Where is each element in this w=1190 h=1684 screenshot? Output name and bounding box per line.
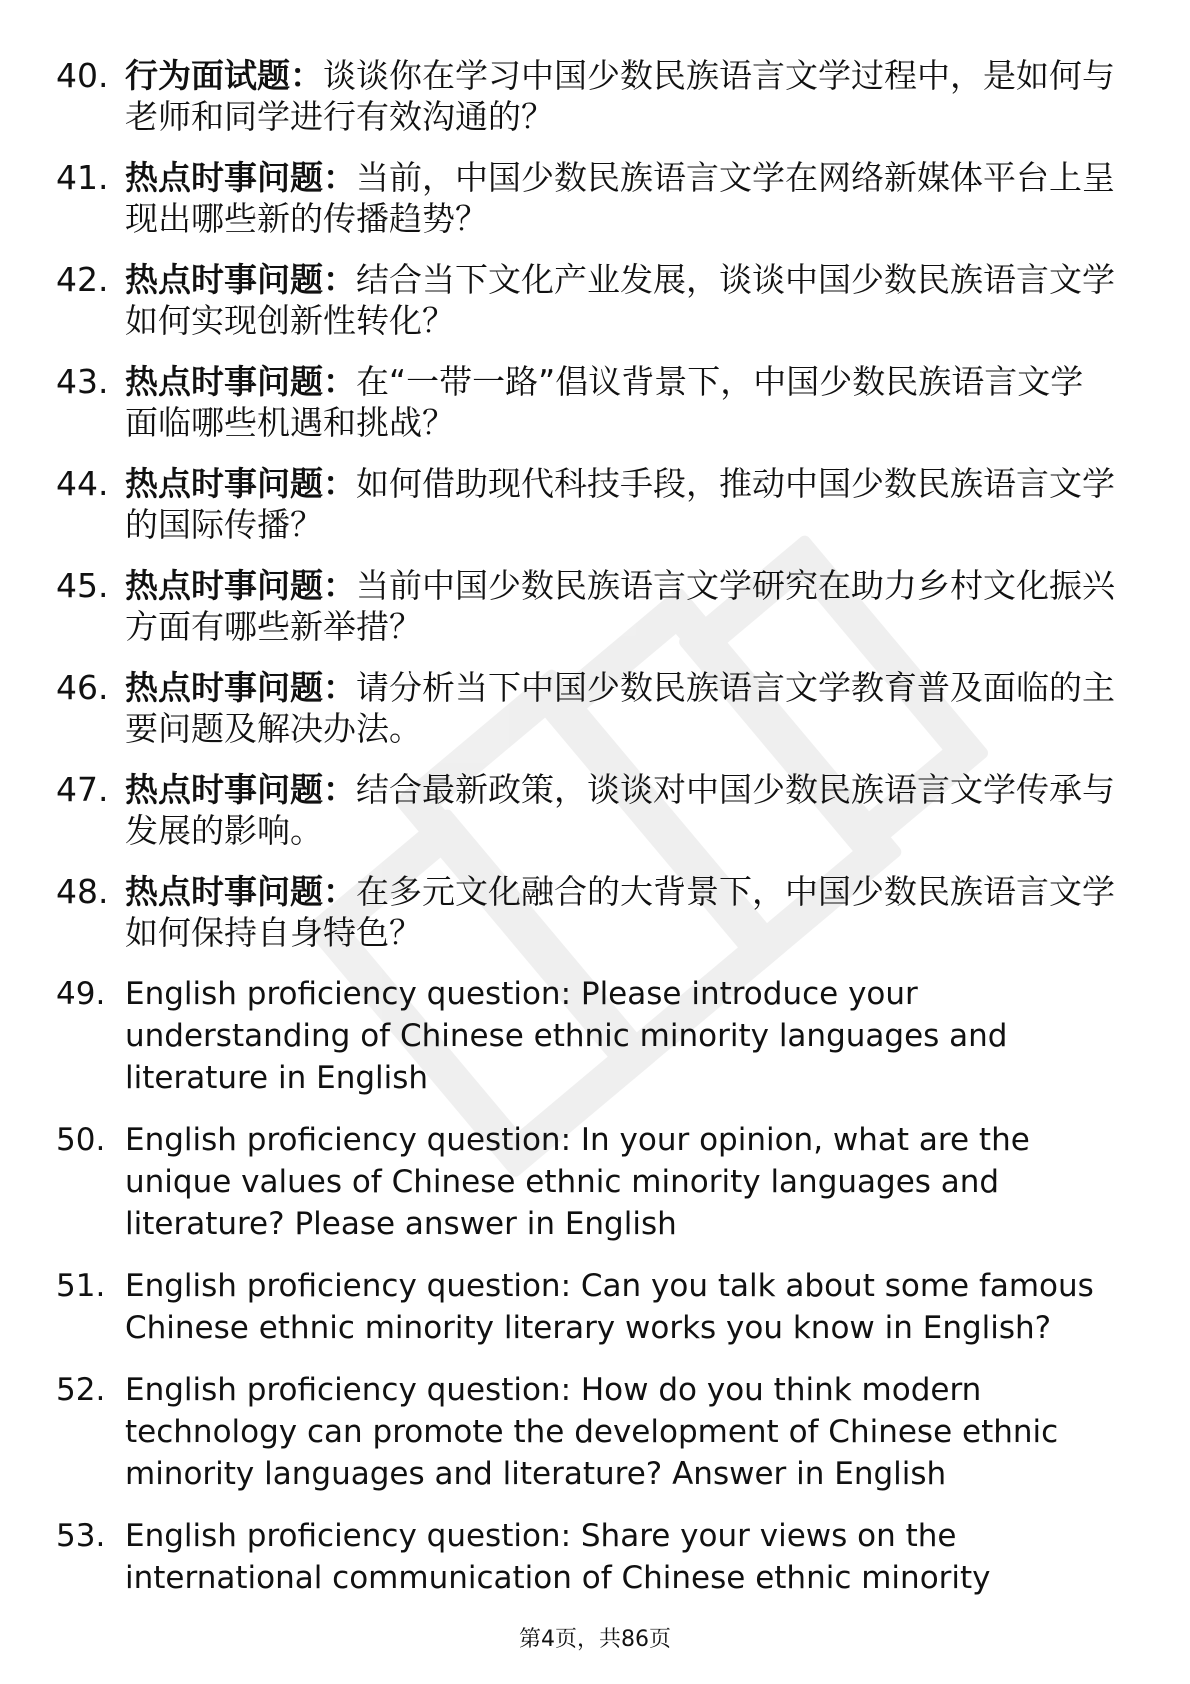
list-item xyxy=(56,55,1116,137)
question-text xyxy=(125,55,1116,137)
question-number: 53. xyxy=(56,1518,106,1554)
question-text: English proficiency question: How do you think modern technology can promote the development of Chinese ethnic minority languages and literature? Answer in English xyxy=(125,1372,1059,1492)
list-item xyxy=(56,1265,1116,1349)
question-body: 当前中国少数民族语言文学研究在助力乡村文化振兴方面有哪些新举措？ xyxy=(125,566,1115,646)
list-item xyxy=(56,259,1116,341)
question-text: English proficiency question: In your opinion, what are the unique values of Chinese ethnic minority languages and literature? Please answer in English xyxy=(125,1122,1030,1242)
question-text xyxy=(125,361,1116,443)
list-item xyxy=(56,1515,1116,1599)
list-item xyxy=(56,973,1116,1099)
question-number: 41. xyxy=(56,158,109,197)
question-number: 48. xyxy=(56,872,109,911)
list-item xyxy=(56,1119,1116,1245)
question-text: English proficiency question: Share your views on the international communication of Chinese ethnic minority xyxy=(125,1518,991,1596)
question-text xyxy=(125,157,1116,239)
question-category: 热点时事问题： xyxy=(125,566,356,605)
list-item xyxy=(56,769,1116,851)
question-text xyxy=(125,667,1116,749)
question-text xyxy=(125,565,1116,647)
list-item xyxy=(56,667,1116,749)
list-item xyxy=(56,565,1116,647)
question-number: 50. xyxy=(56,1122,106,1158)
question-list xyxy=(56,55,1116,1619)
question-body: 在“一带一路”倡议背景下，中国少数民族语言文学面临哪些机遇和挑战？ xyxy=(125,362,1084,442)
list-item xyxy=(56,871,1116,953)
question-category: 热点时事问题： xyxy=(125,362,356,401)
question-number: 47. xyxy=(56,770,109,809)
question-number: 42. xyxy=(56,260,109,299)
question-number: 46. xyxy=(56,668,109,707)
question-category: 热点时事问题： xyxy=(125,770,356,809)
question-number: 40. xyxy=(56,56,109,95)
question-body: 在多元文化融合的大背景下，中国少数民族语言文学如何保持自身特色？ xyxy=(125,872,1115,952)
question-category: 热点时事问题： xyxy=(125,668,356,707)
question-number: 52. xyxy=(56,1372,106,1408)
question-text xyxy=(125,463,1116,545)
list-item xyxy=(56,463,1116,545)
question-body: 结合最新政策，谈谈对中国少数民族语言文学传承与发展的影响。 xyxy=(125,770,1115,850)
question-number: 51. xyxy=(56,1268,106,1304)
question-body: 请分析当下中国少数民族语言文学教育普及面临的主要问题及解决办法。 xyxy=(125,668,1115,748)
question-number: 43. xyxy=(56,362,109,401)
question-category: 热点时事问题： xyxy=(125,464,356,503)
question-category: 热点时事问题： xyxy=(125,872,356,911)
question-text xyxy=(125,259,1116,341)
list-item xyxy=(56,361,1116,443)
question-number: 49. xyxy=(56,976,106,1012)
page-number: 第4页，共86页 xyxy=(519,1627,671,1652)
question-body: 结合当下文化产业发展，谈谈中国少数民族语言文学如何实现创新性转化？ xyxy=(125,260,1115,340)
question-body: 如何借助现代科技手段，推动中国少数民族语言文学的国际传播？ xyxy=(125,464,1115,544)
question-number: 45. xyxy=(56,566,109,605)
question-body: 当前，中国少数民族语言文学在网络新媒体平台上呈现出哪些新的传播趋势？ xyxy=(125,158,1115,238)
question-category: 行为面试题： xyxy=(125,56,323,95)
question-text xyxy=(125,871,1116,953)
question-number: 44. xyxy=(56,464,109,503)
list-item xyxy=(56,1369,1116,1495)
question-text: English proficiency question: Please introduce your understanding of Chinese ethnic minority languages and literature in English xyxy=(125,976,1008,1096)
question-category: 热点时事问题： xyxy=(125,158,356,197)
page-footer xyxy=(0,1626,1190,1654)
question-category: 热点时事问题： xyxy=(125,260,356,299)
question-body: 谈谈你在学习中国少数民族语言文学过程中，是如何与老师和同学进行有效沟通的？ xyxy=(125,56,1115,136)
question-text xyxy=(125,769,1116,851)
question-text: English proficiency question: Can you talk about some famous Chinese ethnic minority literary works you know in English? xyxy=(125,1268,1094,1346)
list-item xyxy=(56,157,1116,239)
